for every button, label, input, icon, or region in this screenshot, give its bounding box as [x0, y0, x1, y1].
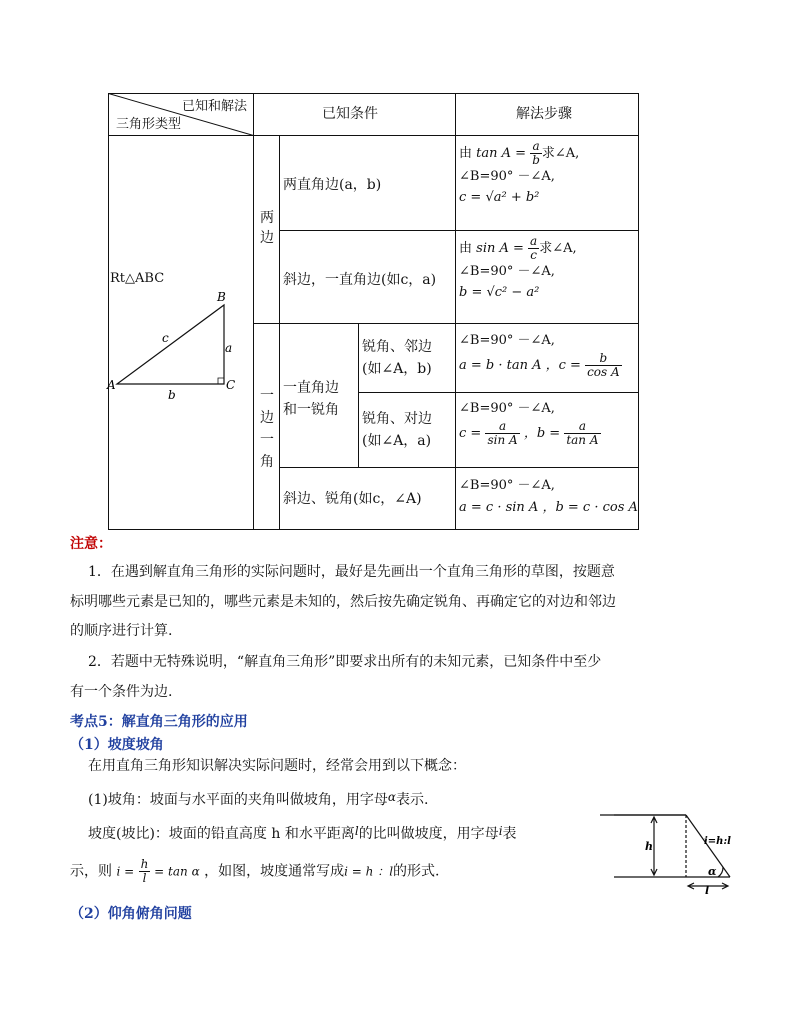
slope-h-label: h: [645, 840, 653, 853]
side-c-label: c: [162, 331, 169, 345]
note-title: 注意：: [70, 536, 112, 552]
row3-condition: 锐角、邻边 (如∠A，b): [362, 339, 432, 377]
row4-condition: 锐角、对边 (如∠A，a): [362, 411, 432, 449]
rt-triangle-label: Rt△ABC: [110, 271, 165, 286]
row5-steps: ∠B=90° －∠A, a = c · sin A ，b = c · cos A: [459, 478, 638, 515]
intro-text: 在用直角三角形知识解决实际问题时，经常会用到以下概念：: [88, 758, 466, 774]
row2-steps: 由 sin A = $\frac{a}{c}$ 求∠A, ∠B=90° －∠A, b = √c² − a²: [459, 234, 577, 300]
header-known-conditions: 已知条件: [322, 106, 378, 122]
row4-steps: ∠B=90° －∠A, c = $\frac{a}{\text{sin A}}$ ，b = $\frac{a}{\text{tan A}}$: [459, 401, 599, 447]
row1-steps: 由 tan A = $\frac{a}{b}$ 求∠A, ∠B=90° －∠A, c = √a² + b²: [459, 139, 580, 205]
side-b-label: b: [168, 388, 176, 402]
header-diag-bottom: 三角形类型: [116, 117, 182, 132]
slope-diagram: [600, 806, 750, 896]
group-one-side-one-angle: 一 边 一 角: [260, 388, 274, 470]
vertex-a-label: A: [107, 378, 116, 392]
slope-l-label: l: [705, 884, 710, 896]
sub-heading-slope: （1）坡度坡角: [70, 737, 164, 753]
slope-angle-definition: (1)坡角：坡面与水平面的夹角叫做坡角，用字母α表示.: [88, 790, 429, 808]
note-p2-line1: 2．若题中无特殊说明，“解直角三角形”即要求出所有的未知元素，已知条件中至少: [88, 654, 602, 670]
note-p1-line2: 标明哪些元素是已知的，哪些元素是未知的，然后按先确定锐角、再确定它的对边和邻边: [70, 594, 616, 610]
header-diag-top: 已知和解法: [182, 99, 248, 114]
header-solution-steps: 解法步骤: [516, 106, 572, 122]
grade-formula-line: 示，则 i = $\frac{h}{l}$ = tan α ，如图，坡度通常写成i = h ：l的形式.: [70, 857, 440, 885]
slope-alpha-label: α: [708, 865, 717, 878]
sub-one-side-one-angle: 一直角边 和一锐角: [283, 380, 339, 418]
group-two-sides: 两 边: [260, 210, 274, 246]
right-triangle-figure: [106, 290, 235, 402]
slope-ratio-label: i=h:l: [704, 836, 731, 847]
sub-heading-elevation: （2）仰角俯角问题: [70, 906, 192, 922]
section-title: 考点5：解直角三角形的应用: [70, 714, 248, 730]
row3-steps: ∠B=90° －∠A, a = b · tan A ，c = $\frac{b}{\text{cos A}}$: [459, 333, 620, 379]
note-p1-line3: 的顺序进行计算.: [70, 623, 173, 639]
side-a-label: a: [225, 341, 233, 355]
note-p2-line2: 有一个条件为边.: [70, 684, 173, 700]
row1-condition: 两直角边(a，b): [283, 177, 382, 193]
vertex-c-label: C: [226, 378, 236, 392]
vertex-b-label: B: [217, 290, 226, 304]
grade-definition: 坡度(坡比)：坡面的铅直高度 h 和水平距离l的比叫做坡度，用字母i表: [88, 824, 517, 842]
note-p1-line1: 1．在遇到解直角三角形的实际问题时，最好是先画出一个直角三角形的草图，按题意: [88, 564, 615, 580]
row5-condition: 斜边、锐角(如c，∠A): [283, 491, 422, 507]
row2-condition: 斜边，一直角边(如c，a): [283, 272, 437, 288]
